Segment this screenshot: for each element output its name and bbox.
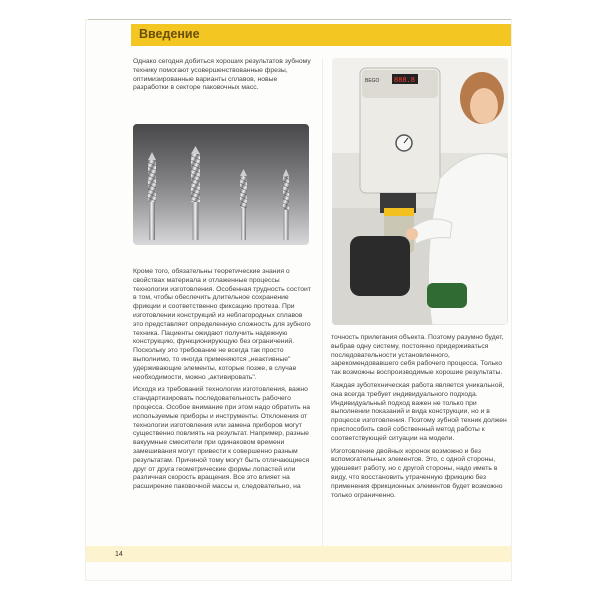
bur-1 <box>148 152 156 240</box>
footer-band <box>86 546 511 562</box>
paragraph: Каждая зуботехническая работа является уникальной, она всегда требует индивидуального подхода. Индивидуальный подход важен не только при выполнении показаний и вида конструкции, но и в процессе изготовления. Поэтому зубной техник должен приспособить свой собственный метод работы к соответствующей ситуации на модели. <box>331 381 507 442</box>
paragraph: Исходя из требований технологии изготовления, важно стандартизировать последовательность рабочего процесса. Особое внимание при этом надо обратить на используемые приборы и инструменты. Отклонения от технологии изготовления или замена приборов могут существенно повлиять на результат. Например, разные вакуумные смесители при одинаковом времени замешивания могут привести к совершенно разным результатам. Причиной тому могут быть отличающиеся друг от друга геометрические формы лопастей или различная скорость вращения. Все это влияет на расширение паковочной массы и, следовательно, на <box>133 386 310 491</box>
column-divider <box>322 58 323 548</box>
mixer-brand: BEGO <box>365 78 380 84</box>
mixer-display: 888.8 <box>394 77 416 85</box>
paragraph: точность прилегания объекта. Поэтому разумно будет, выбрав одну систему, постоянно придерживаться последовательности установленного, зарекомендовавшего себя рабочего процесса. Только так возможны воспроизводимые хорошие результаты. <box>331 334 504 377</box>
bur-4 <box>283 169 289 240</box>
left-column-text <box>133 268 313 496</box>
page-number: 14 <box>115 551 123 558</box>
technician-photo <box>332 58 508 325</box>
paragraph: Изготовление двойных коронок возможно и без вспомогательных элементов. Это, с одной стороны, удешевит работу, но с другой стороны, надо иметь в виду, что восстановить утраченную фрикцию без применения фрикционных элементов будет возможно только ограниченно. <box>331 447 503 499</box>
paragraph: Кроме того, обязательны теоретические знания о свойствах материала и отлаженные процессы технологии изготовления. Особенная трудность состоит в том, чтобы обеспечить длительное сохранение фрикции и соответственно фиксацию протеза. При изготовлении конструкций из неблагородных сплавов это представляет определенную сложность для зубного техника. Пациенты ожидают получить надежную конструкцию, функционирующую без ограничений. Поскольку это требование не всегда так просто выполнимо, то иногда применяются „неактивные" удерживающие элементы, которые позже, в случае необходимости, можно „активировать". <box>133 268 311 381</box>
right-column-text <box>331 334 509 504</box>
section-header <box>131 24 511 46</box>
bur-3 <box>240 169 247 240</box>
section-title: Введение <box>139 27 200 41</box>
top-rule <box>88 19 511 20</box>
intro-paragraph: Однако сегодня добиться хороших результатов зубному технику помогают усовершенствованные фрезы, оптимизированные варианты сплавов, новые разработки в секторе паковочных масс. <box>133 58 311 92</box>
burs-photo <box>133 124 309 245</box>
